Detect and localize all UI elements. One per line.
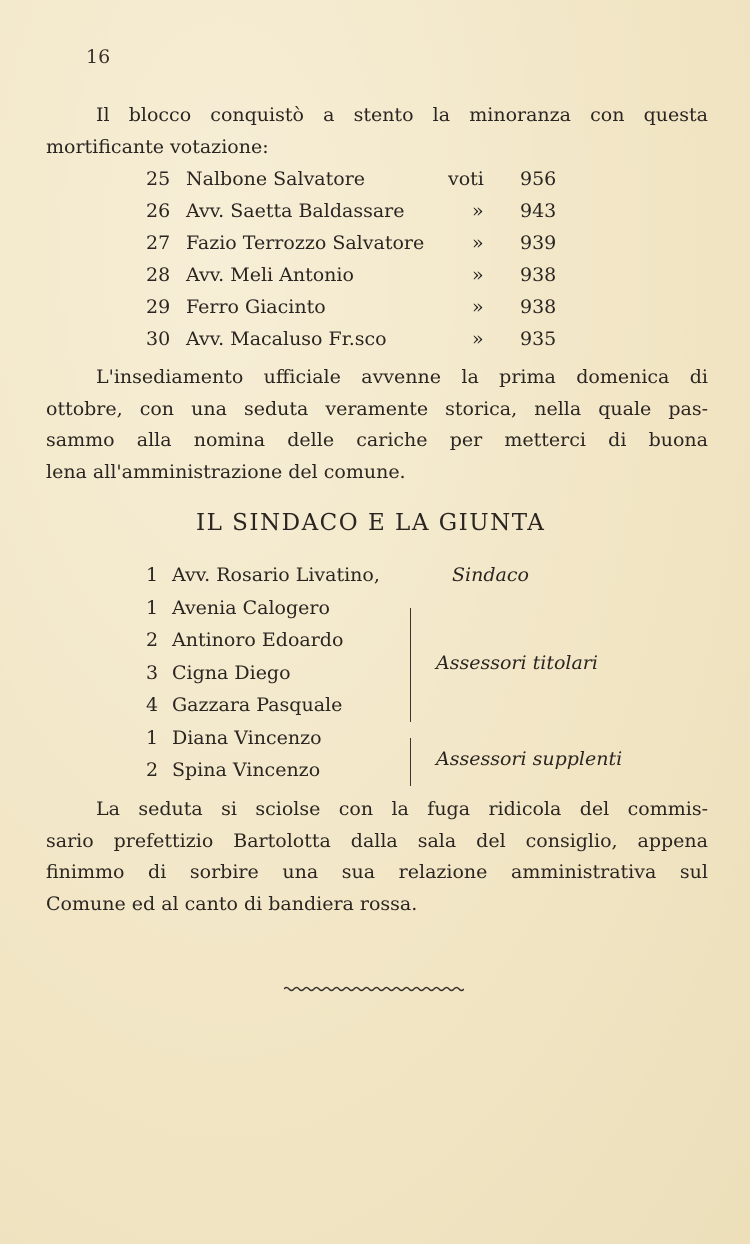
candidate-name: Nalbone Salvatore	[186, 168, 366, 190]
vote-count: 943	[520, 200, 557, 222]
vote-count: 935	[520, 328, 557, 350]
member-number: 1	[146, 596, 159, 619]
candidate-name: Fazio Terrozzo Salvatore	[186, 232, 425, 254]
seduta-paragraph	[46, 794, 708, 920]
text-line: La seduta si sciolse con la fuga ridicola del commis-	[96, 798, 708, 820]
wavy-divider	[284, 986, 464, 992]
candidate-name: Avv. Meli Antonio	[186, 264, 354, 286]
vote-mark: »	[472, 296, 484, 318]
vote-mark: »	[472, 232, 484, 254]
member-name: Cigna Diego	[172, 661, 291, 684]
text-line: ottobre, con una seduta veramente storica, nella quale pas-	[46, 397, 708, 420]
candidate-name: Avv. Macaluso Fr.sco	[186, 328, 387, 350]
titolari-label: Assessori titolari	[436, 652, 598, 674]
vote-number: 30	[146, 328, 171, 350]
member-number: 1	[146, 564, 159, 586]
member-name: Antinoro Edoardo	[172, 629, 344, 651]
member-name: Spina Vincenzo	[172, 759, 321, 781]
text-line: sario prefettizio Bartolotta dalla sala del consiglio, appena	[46, 829, 708, 852]
supplenti-label: Assessori supplenti	[436, 748, 623, 770]
member-name: Diana Vincenzo	[172, 726, 322, 749]
candidate-name: Ferro Giacinto	[186, 296, 326, 318]
member-number: 1	[146, 726, 159, 749]
vote-mark: voti	[448, 168, 484, 190]
text-line: mortificante votazione:	[46, 135, 269, 158]
member-name: Avenia Calogero	[172, 596, 330, 619]
vote-number: 29	[146, 296, 171, 318]
member-number: 2	[146, 759, 159, 781]
titolari-brace	[410, 608, 417, 722]
vote-count: 938	[520, 296, 557, 318]
vote-number: 27	[146, 232, 171, 254]
vote-mark: »	[472, 328, 484, 350]
supplenti-brace	[410, 738, 417, 786]
vote-number: 25	[146, 168, 171, 190]
text-line: Il blocco conquistò a stento la minoranza con questa	[96, 104, 708, 126]
page-number: 16	[86, 46, 111, 68]
text-line: L'insediamento ufficiale avvenne la prima domenica di	[96, 366, 708, 388]
text-line: lena all'amministrazione del comune.	[46, 460, 406, 483]
vote-number: 26	[146, 200, 171, 222]
member-name: Avv. Rosario Livatino,	[172, 564, 380, 586]
intro-paragraph	[46, 100, 708, 163]
section-title: IL SINDACO E LA GIUNTA	[196, 510, 546, 536]
member-number: 4	[146, 694, 159, 716]
sindaco-role: Sindaco	[452, 564, 529, 586]
vote-number: 28	[146, 264, 171, 286]
vote-count: 939	[520, 232, 557, 254]
vote-count: 956	[520, 168, 557, 190]
member-number: 3	[146, 661, 159, 684]
vote-mark: »	[472, 200, 484, 222]
vote-mark: »	[472, 264, 484, 286]
text-line: sammo alla nomina delle cariche per metterci di buona	[46, 429, 708, 451]
insediamento-paragraph	[46, 362, 708, 488]
vote-count: 938	[520, 264, 557, 286]
member-number: 2	[146, 629, 159, 651]
member-name: Gazzara Pasquale	[172, 694, 343, 716]
text-line: Comune ed al canto di bandiera rossa.	[46, 892, 418, 915]
candidate-name: Avv. Saetta Baldassare	[186, 200, 405, 222]
text-line: finimmo di sorbire una sua relazione amministrativa sul	[46, 861, 708, 883]
